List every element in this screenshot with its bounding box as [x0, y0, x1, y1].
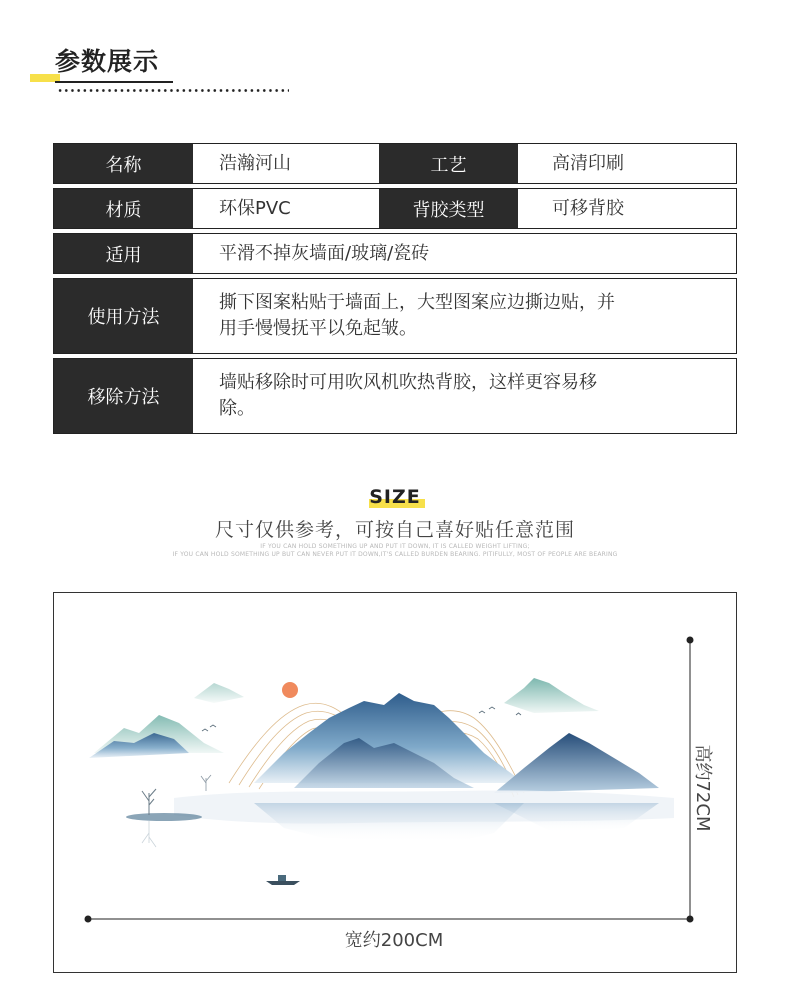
bare-tree-icon	[142, 789, 156, 815]
param-key-adhesive: 背胶类型	[379, 189, 518, 228]
param-value-adhesive: 可移背胶	[552, 197, 624, 219]
faint-peak-left	[194, 683, 244, 703]
size-title: SIZE	[369, 486, 421, 508]
islet	[126, 813, 202, 821]
param-value-craft: 高清印刷	[552, 152, 624, 174]
param-key-material: 材质	[54, 189, 193, 228]
param-value-usage: 平滑不掉灰墙面/玻璃/瓷砖	[219, 242, 430, 264]
param-key-craft: 工艺	[379, 144, 518, 183]
size-tagline-1: IF YOU CAN HOLD SOMETHING UP AND PUT IT DOWN, IT IS CALLED WEIGHT LIFTING;	[260, 543, 530, 550]
param-value-method: 撕下图案粘贴于墙面上，大型图案应边撕边贴，并用手慢慢抚平以免起皱。	[219, 292, 615, 339]
param-table	[53, 143, 737, 438]
param-value-material: 环保PVC	[219, 197, 291, 219]
width-label: 宽约200CM	[344, 930, 444, 951]
param-key-name: 名称	[54, 144, 193, 183]
tree-reflection-icon	[142, 821, 156, 847]
boat-icon	[266, 875, 300, 885]
param-row-method	[53, 278, 737, 354]
far-mountain-right	[504, 678, 599, 713]
param-value-name: 浩瀚河山	[219, 152, 291, 174]
param-row-name-craft	[53, 143, 737, 184]
title-underline	[55, 81, 173, 83]
param-key-usage: 适用	[54, 234, 193, 273]
artwork-frame	[53, 592, 737, 973]
page-title: 参数展示	[55, 47, 160, 76]
width-dimension-line	[85, 916, 691, 923]
param-row-material-adhesive	[53, 188, 737, 229]
landscape-artwork	[54, 593, 738, 974]
param-value-removal: 墙贴移除时可用吹风机吹热背胶，这样更容易移除。	[219, 372, 597, 419]
title-dotted-divider	[57, 89, 289, 92]
param-key-method: 使用方法	[54, 279, 193, 353]
mountain-right	[494, 733, 659, 793]
size-tagline-2: IF YOU CAN HOLD SOMETHING UP BUT CAN NEVER PUT IT DOWN,IT'S CALLED BURDEN BEARING. PITIFULLY, MOST OF PEOPLE ARE BEARING	[172, 551, 618, 558]
param-row-usage	[53, 233, 737, 274]
size-subtitle: 尺寸仅供参考，可按自己喜好贴任意范围	[214, 519, 575, 541]
param-key-removal: 移除方法	[54, 359, 193, 433]
sun-icon	[282, 682, 298, 698]
small-tree-icon	[201, 775, 211, 791]
water-reflection	[254, 803, 524, 843]
param-row-removal	[53, 358, 737, 434]
height-label: 高约72CM	[692, 744, 713, 832]
